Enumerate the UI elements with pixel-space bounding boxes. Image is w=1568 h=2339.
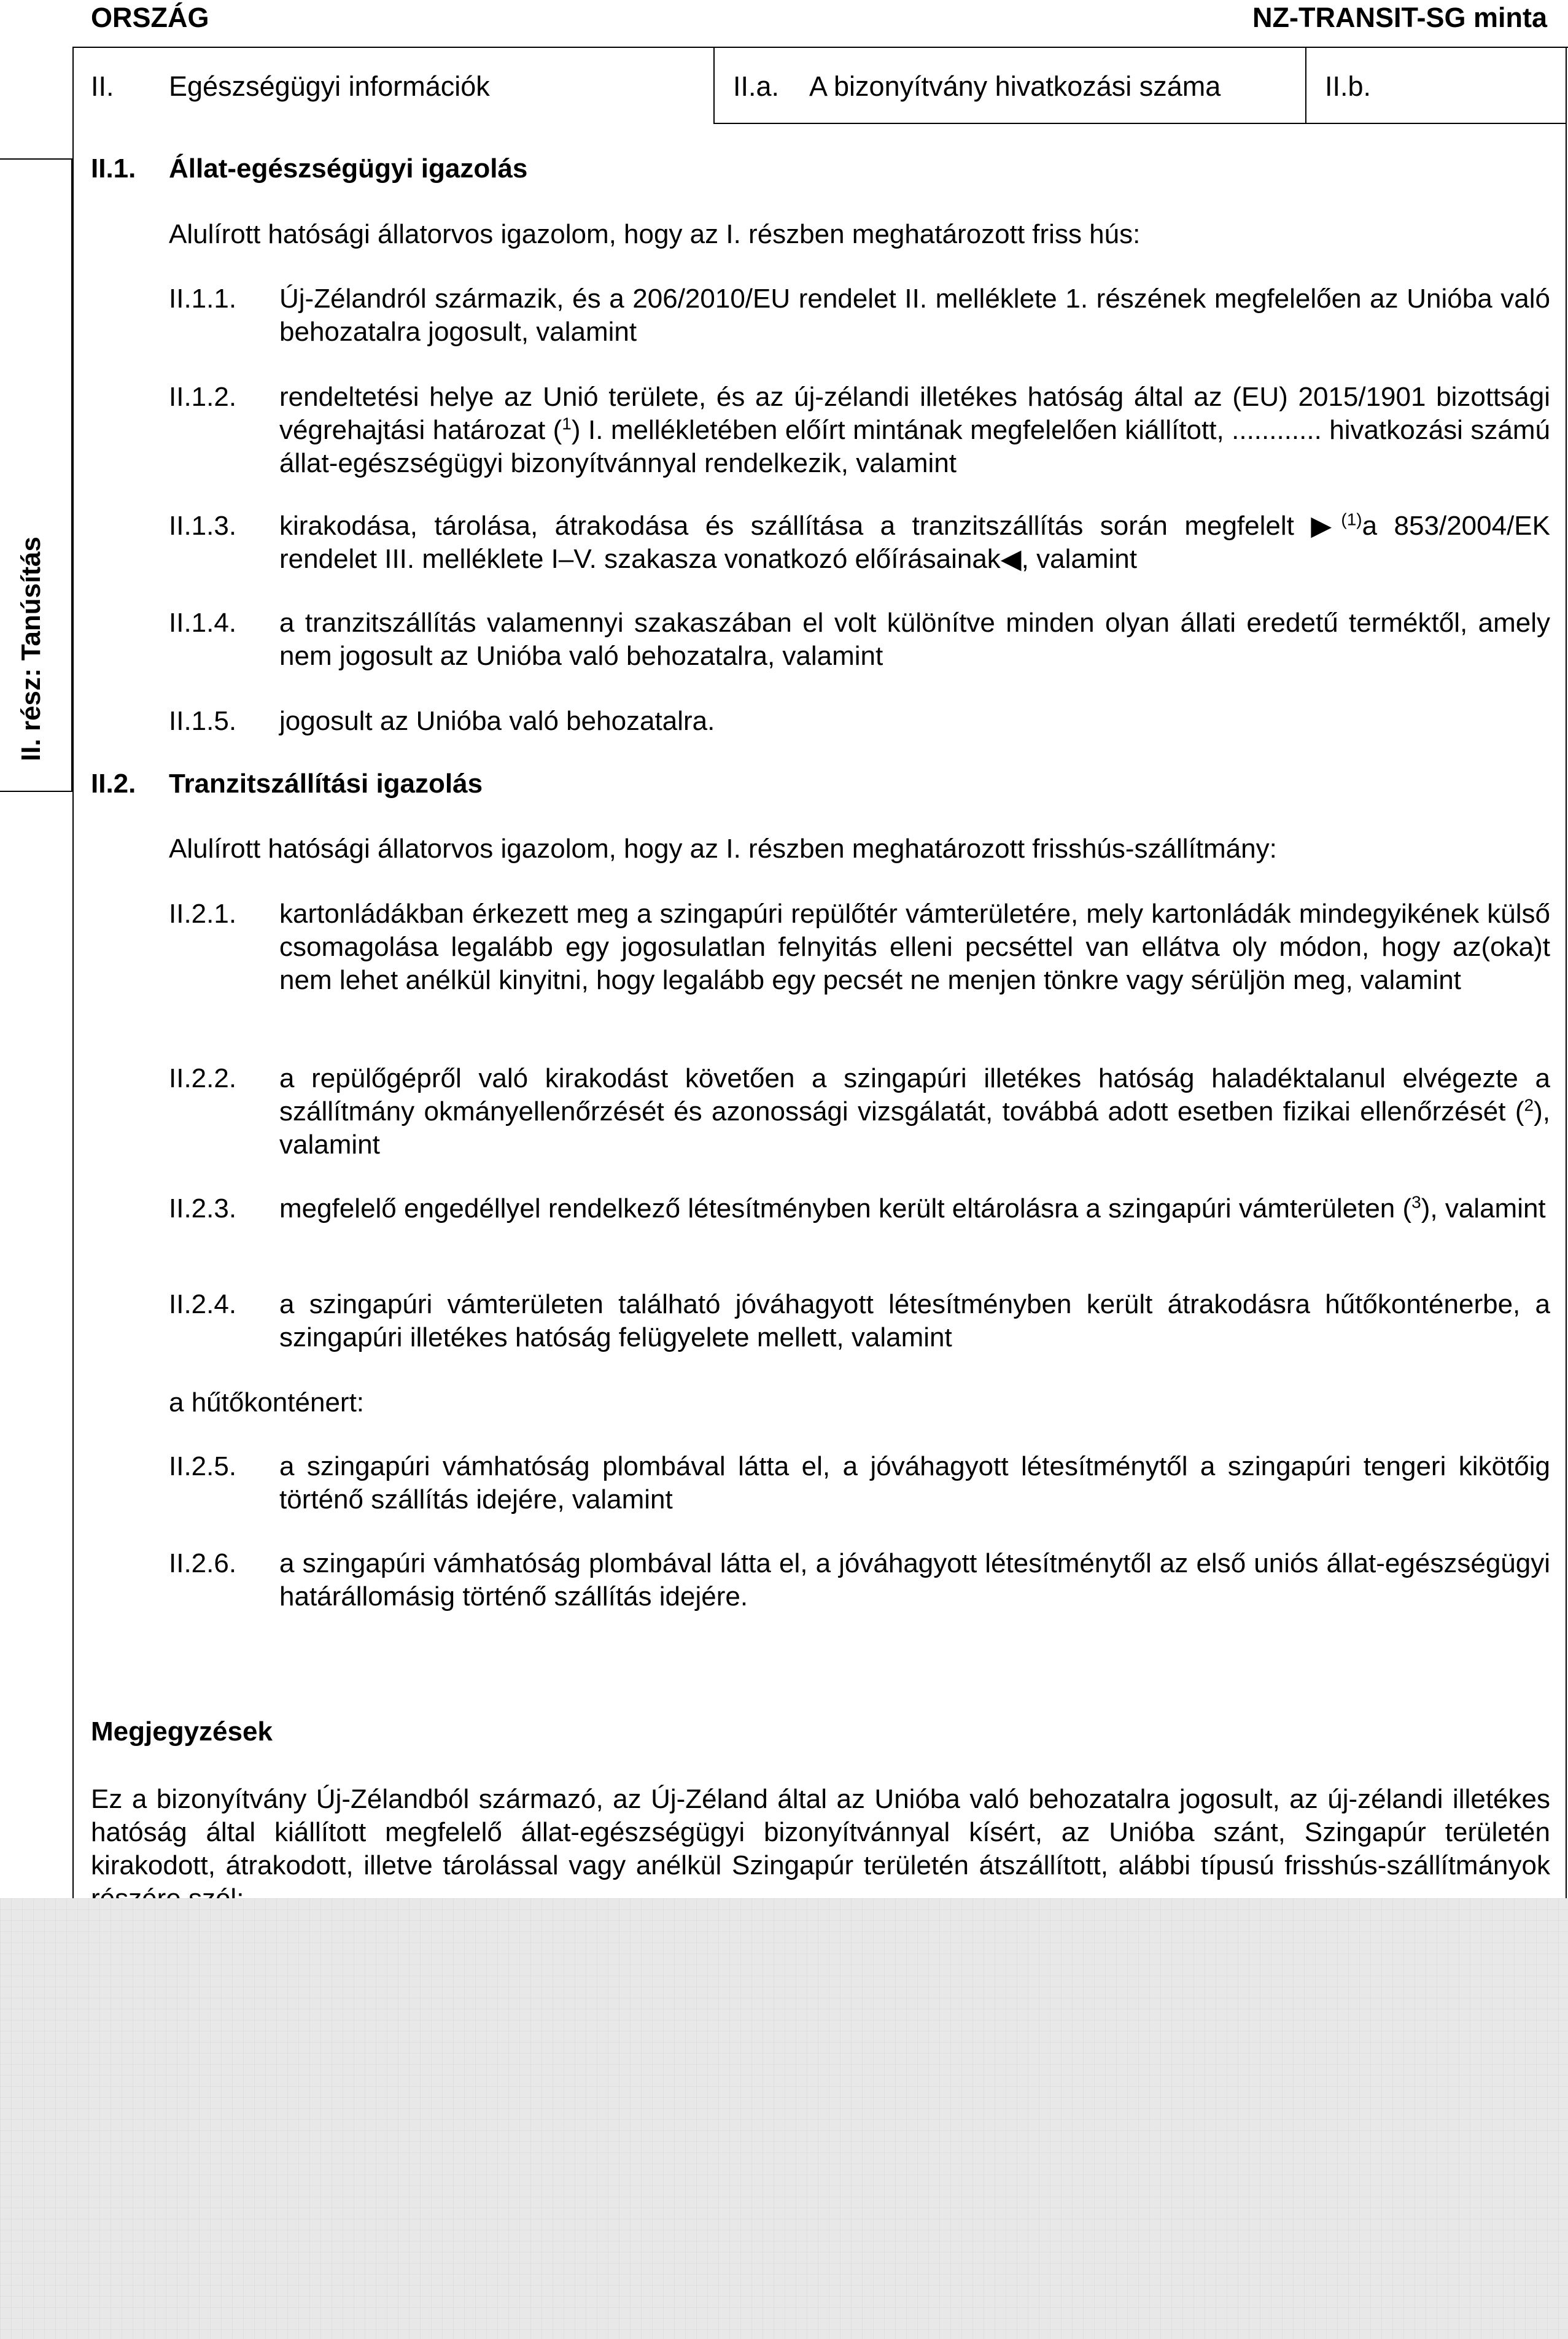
box-col1-num: II. <box>91 71 114 102</box>
box-col2-num: II.a. <box>733 71 780 102</box>
item-text-part: ) I. mellékletében előírt mintának megfelelően kiállított, ............ hivatkozási számú állat-egészségügyi bizonyítvánnyal rendelkezik, valamint <box>279 415 1550 478</box>
section-1-intro: Alulírott hatósági állatorvos igazolom, hogy az I. részben meghatározott friss hús: <box>169 219 1141 249</box>
box-col2-label: A bizonyítvány hivatkozási száma <box>809 71 1221 102</box>
item-number: II.2.5. <box>169 1451 237 1481</box>
box-col3-num: II.b. <box>1325 71 1372 102</box>
item-text: a szingapúri vámterületen található jóváhagyott létesítményben került átrakodásra hűtőkonténerbe, a szingapúri illetékes hatóság felügyelete mellett, valamint <box>279 1289 1550 1352</box>
box-divider-1 <box>713 47 715 124</box>
item-text: Új-Zélandról származik, és a 206/2010/EU rendelet II. melléklete 1. részének megfelelően az Unióba való behozatalra jogosult, valamint <box>279 284 1550 347</box>
item-number: II.1.4. <box>169 608 237 638</box>
item-text <box>279 381 1550 480</box>
item-text <box>279 1062 1550 1162</box>
item-text: kartonládákban érkezett meg a szingapúri repülőtér vámterületére, mely kartonládák mindegyikének külső csomagolása legalább egy jogosulatlan felnyitás elleni pecséttel van ellátva oly módon, hogy az(oka)t nem lehet anélkül kinyitni, hogy legalább egy pecsét ne menjen tönkre vagy sérüljön meg, valamint <box>279 899 1550 995</box>
item-text-part: kirakodása, tárolása, átrakodása és szállítása a tranzitszállítás során megfelelt ▶ <box>279 511 1341 541</box>
item-text-part: a 853/2004/EK rendelet III. melléklete I–V. szakasza vonatkozó előírásainak◀, valamint <box>279 511 1550 574</box>
item-number: II.2.6. <box>169 1548 237 1578</box>
section-1-number: II.1. <box>91 153 136 184</box>
item-text-part: ), valamint <box>1421 1193 1546 1224</box>
item-text: a szingapúri vámhatóság plombával látta el, a jóváhagyott létesítménytől a szingapúri tengeri kikötőig történő szállítás idejére, valamint <box>279 1451 1550 1515</box>
section-2-title: Tranzitszállítási igazolás <box>169 769 483 799</box>
notes-title: Megjegyzések <box>91 1716 273 1747</box>
section-2-intro: Alulírott hatósági állatorvos igazolom, hogy az I. részben meghatározott frisshús-szállítmány: <box>169 834 1277 864</box>
section-1-title: Állat-egészségügyi igazolás <box>169 153 528 184</box>
item-text: a tranzitszállítás valamennyi szakaszában el volt különítve minden olyan állati eredetű terméktől, amely nem jogosult az Unióba való behozatalra, valamint <box>279 608 1550 671</box>
box-col1-label: Egészségügyi információk <box>169 71 490 102</box>
item-number: II.1.5. <box>169 706 237 736</box>
box-divider-2 <box>1305 47 1306 124</box>
footnote-ref: 3 <box>1411 1192 1421 1212</box>
item-number: II.1.1. <box>169 284 237 314</box>
box-left-border <box>72 47 74 1898</box>
item-text-part: ), valamint <box>279 1096 1550 1160</box>
item-number: II.2.3. <box>169 1193 237 1224</box>
item-number: II.1.3. <box>169 511 237 541</box>
footnote-ref: (1) <box>1341 510 1362 529</box>
item-text-part: megfelelő engedéllyel rendelkező létesítményben került eltárolásra a szingapúri vámterületen ( <box>279 1193 1412 1224</box>
country-label: ORSZÁG <box>91 2 209 33</box>
item-text: jogosult az Unióba való behozatalra. <box>279 706 715 736</box>
container-label: a hűtőkonténert: <box>169 1387 365 1418</box>
item-number: II.1.2. <box>169 382 237 412</box>
item-text <box>279 1192 1550 1225</box>
section-2-number: II.2. <box>91 769 136 799</box>
sidebar-box <box>0 158 72 792</box>
item-text: a szingapúri vámhatóság plombával látta el, a jóváhagyott létesítménytől az első uniós állat-egészségügyi határállomásig történő szállítás idejére. <box>279 1548 1550 1612</box>
footnote-ref: 1 <box>562 414 572 433</box>
footnote-ref: 2 <box>1524 1095 1534 1115</box>
box-bottom-border <box>713 123 1567 124</box>
blank-region <box>0 1898 1568 2339</box>
box-top-border <box>72 47 1568 48</box>
item-text-part: rendeltetési helye az Unió területe, és az új-zélandi illetékes hatóság által az (EU) 2015/1901 bizottsági végrehajtási határozat ( <box>279 382 1550 445</box>
item-text <box>279 510 1550 576</box>
item-text-part: a repülőgépről való kirakodást követően a szingapúri illetékes hatóság haladéktalanul elvégezte a szállítmány okmányellenőrzését és azonossági vizsgálatát, továbbá adott esetben fizikai ellenőrzését ( <box>279 1063 1550 1127</box>
box-right-border <box>1566 47 1567 1898</box>
item-number: II.2.2. <box>169 1063 237 1093</box>
item-number: II.2.4. <box>169 1289 237 1319</box>
sidebar-label: II. rész: Tanúsítás <box>16 537 46 761</box>
item-number: II.2.1. <box>169 899 237 929</box>
notes-text: Ez a bizonyítvány Új-Zélandból származó, az Új-Zéland által az Unióba való behozatalra jogosult, az új-zélandi illetékes hatóság által kiállított megfelelő állat-egészségügyi bizonyítvánnyal kísért, az Unióba szánt, Szingapúr területén kirakodott, átrakodott, illetve tárolással vagy anélkül Szingapúr területén átszállított, alábbi típusú frisshús-szállítmányok <box>91 1784 1550 1880</box>
model-label: NZ-TRANSIT-SG minta <box>1252 2 1547 33</box>
